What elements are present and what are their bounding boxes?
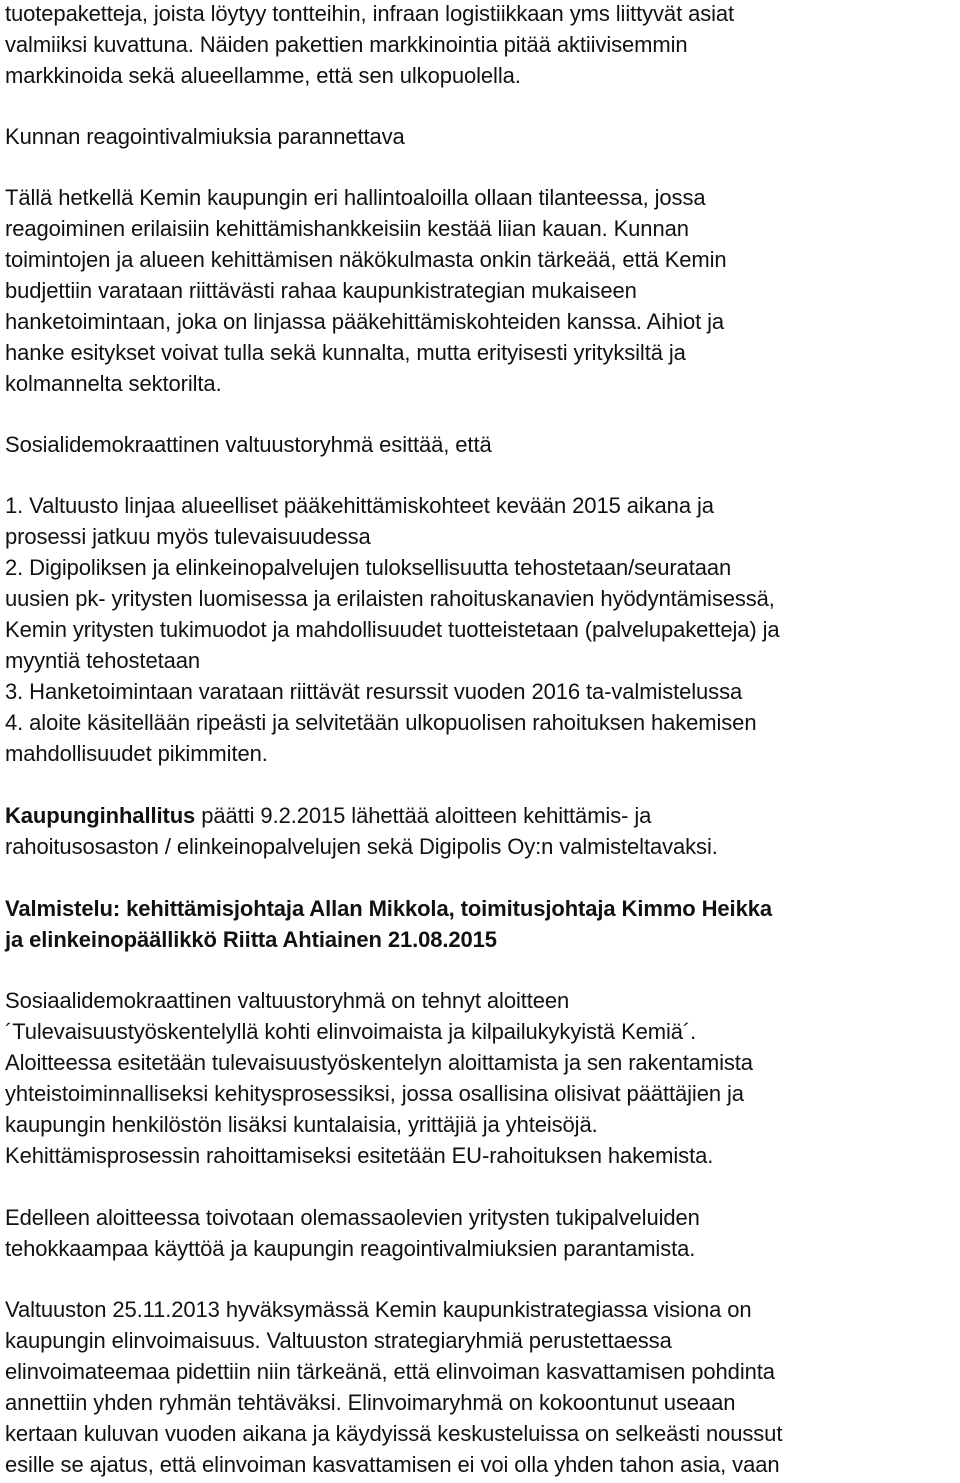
proposal-line-9: mahdollisuudet pikimmiten.: [5, 741, 268, 766]
intro-line-3: markkinoida sekä alueellamme, että sen ulkopuolella.: [5, 63, 521, 88]
body1-line-2: ´Tulevaisuustyöskentelyllä kohti elinvoimaista ja kilpailukykyistä Kemiä´.: [5, 1019, 697, 1044]
body3-line-2: kaupungin elinvoimaisuus. Valtuuston strategiaryhmiä perustettaessa: [5, 1328, 672, 1353]
body1-line-4: yhteistoiminnalliseksi kehitysprosessiksi, jossa osallisina olisivat päättäjien ja: [5, 1081, 744, 1106]
body3-line-5: kertaan kuluvan vuoden aikana ja käydyissä keskusteluissa on selkeästi noussut: [5, 1421, 783, 1446]
proposal-line-2: prosessi jatkuu myös tulevaisuudessa: [5, 524, 371, 549]
reagointi-line-2: reagoiminen erilaisiin kehittämishankkeisiin kestää liian kauan. Kunnan: [5, 216, 689, 241]
proposal-line-4: uusien pk- yritysten luomisessa ja erilaisten rahoituskanavien hyödyntämisessä,: [5, 586, 775, 611]
proposal-line-7: 3. Hanketoimintaan varataan riittävät resurssit vuoden 2016 ta-valmistelussa: [5, 679, 743, 704]
body3-line-3: elinvoimateemaa pidettiin niin tärkeänä, että elinvoiman kasvattamisen pohdinta: [5, 1359, 775, 1384]
body1-line-1: Sosiaalidemokraattinen valtuustoryhmä on tehnyt aloitteen: [5, 988, 570, 1013]
body1-line-3: Aloitteessa esitetään tulevaisuustyöskentelyn aloittamista ja sen rakentamista: [5, 1050, 753, 1075]
reagointi-line-7: kolmannelta sektorilta.: [5, 371, 222, 396]
body3-line-1: Valtuuston 25.11.2013 hyväksymässä Kemin kaupunkistrategiassa visiona on: [5, 1297, 752, 1322]
reagointi-line-1: Tällä hetkellä Kemin kaupungin eri hallintoaloilla ollaan tilanteessa, jossa: [5, 185, 706, 210]
decision-line-2: rahoitusosaston / elinkeinopalvelujen sekä Digipolis Oy:n valmisteltavaksi.: [5, 834, 718, 859]
proposal-line-8: 4. aloite käsitellään ripeästi ja selvitetään ulkopuolisen rahoituksen hakemisen: [5, 710, 757, 735]
proposal-line-1: 1. Valtuusto linjaa alueelliset pääkehittämiskohteet kevään 2015 aikana ja: [5, 493, 714, 518]
reagointi-line-4: budjettiin varataan riittävästi rahaa kaupunkistrategian mukaiseen: [5, 278, 637, 303]
reagointi-line-6: hanke esitykset voivat tulla sekä kunnalta, mutta erityisesti yrityksiltä ja: [5, 340, 686, 365]
reagointi-line-3: toimintojen ja alueen kehittämisen näkökulmasta onkin tärkeää, että Kemin: [5, 247, 727, 272]
intro-line-2: valmiiksi kuvattuna. Näiden pakettien markkinointia pitää aktiivisemmin: [5, 32, 688, 57]
proposal-line-3: 2. Digipoliksen ja elinkeinopalvelujen tuloksellisuutta tehostetaan/seurataan: [5, 555, 732, 580]
body3-line-6: esille se ajatus, että elinvoiman kasvattamisen ei voi olla yhden tahon asia, vaan: [5, 1452, 780, 1477]
preparation-line-2: ja elinkeinopäällikkö Riitta Ahtiainen 21.08.2015: [5, 927, 497, 952]
section-heading: Kunnan reagointivalmiuksia parannettava: [5, 124, 405, 149]
decision-line-1-text: päätti 9.2.2015 lähettää aloitteen kehittämis- ja: [195, 803, 652, 828]
reagointi-line-5: hanketoimintaan, joka on linjassa pääkehittämiskohteiden kanssa. Aihiot ja: [5, 309, 725, 334]
decision-line-1: [5, 800, 651, 831]
body1-line-6: Kehittämisprosessin rahoittamiseksi esitetään EU-rahoituksen hakemista.: [5, 1143, 714, 1168]
intro-line-1: tuotepaketteja, joista löytyy tontteihin, infraan logistiikkaan yms liittyvät asiat: [5, 1, 735, 26]
proposal-intro: Sosialidemokraattinen valtuustoryhmä esittää, että: [5, 432, 492, 457]
decision-label: Kaupunginhallitus: [5, 803, 196, 828]
body3-line-4: annettiin yhden ryhmän tehtäväksi. Elinvoimaryhmä on kokoontunut useaan: [5, 1390, 736, 1415]
body2-line-2: tehokkaampaa käyttöä ja kaupungin reagointivalmiuksien parantamista.: [5, 1236, 696, 1261]
body2-line-1: Edelleen aloitteessa toivotaan olemassaolevien yritysten tukipalveluiden: [5, 1205, 700, 1230]
body1-line-5: kaupungin henkilöstön lisäksi kuntalaisia, yrittäjiä ja yhteisöjä.: [5, 1112, 598, 1137]
proposal-line-6: myyntiä tehostetaan: [5, 648, 200, 673]
preparation-line-1: Valmistelu: kehittämisjohtaja Allan Mikkola, toimitusjohtaja Kimmo Heikka: [5, 896, 772, 921]
proposal-line-5: Kemin yritysten tukimuodot ja mahdollisuudet tuotteistetaan (palvelupaketteja) ja: [5, 617, 780, 642]
